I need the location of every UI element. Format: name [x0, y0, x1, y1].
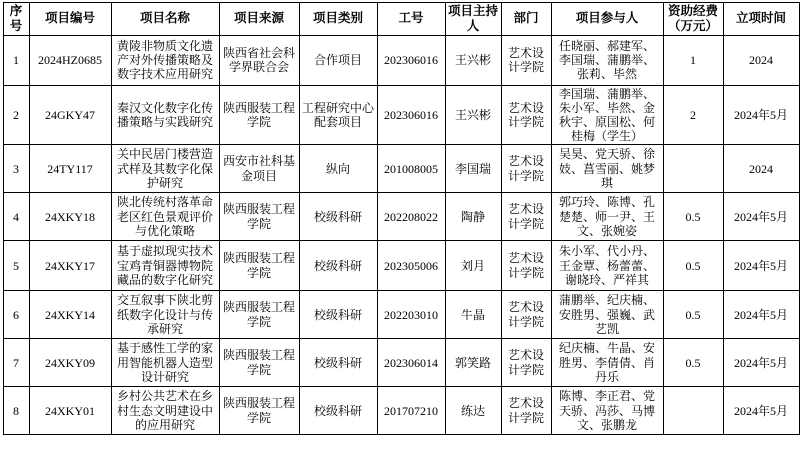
cell-leader: 李国瑞	[445, 145, 501, 193]
cell-funding: 0.5	[663, 339, 723, 387]
cell-date: 2024年5月	[723, 339, 799, 387]
cell-work-no: 202306016	[377, 85, 445, 145]
cell-source: 陕西服装工程学院	[219, 193, 299, 241]
cell-name: 关中民居门楼营造式样及其数字化保护研究	[111, 145, 219, 193]
cell-leader: 陶静	[445, 193, 501, 241]
cell-leader: 郭笑路	[445, 339, 501, 387]
cell-participants: 纪庆楠、牛晶、安胜男、李倩倩、肖丹乐	[551, 339, 663, 387]
column-header-seq: 序号	[3, 3, 29, 36]
cell-funding: 0.5	[663, 241, 723, 291]
cell-participants: 郭巧玲、陈博、孔楚楚、师一尹、王文、张婉姿	[551, 193, 663, 241]
cell-code: 24XKY18	[29, 193, 111, 241]
cell-source: 陕西服装工程学院	[219, 85, 299, 145]
cell-department: 艺术设计学院	[501, 35, 551, 85]
cell-work-no: 201008005	[377, 145, 445, 193]
cell-code: 24TY117	[29, 145, 111, 193]
cell-category: 校级科研	[299, 193, 377, 241]
cell-participants: 李国瑞、蒲鹏举、朱小军、毕然、金秋宇、原国松、何桂梅（学生）	[551, 85, 663, 145]
table-row	[3, 145, 799, 193]
cell-participants: 吴昊、党天骄、徐妓、菖雪丽、姚梦琪	[551, 145, 663, 193]
cell-seq: 3	[3, 145, 29, 193]
cell-work-no: 202306016	[377, 35, 445, 85]
cell-category: 校级科研	[299, 241, 377, 291]
cell-work-no: 202305006	[377, 241, 445, 291]
cell-date: 2024年5月	[723, 241, 799, 291]
cell-seq: 7	[3, 339, 29, 387]
cell-leader: 王兴彬	[445, 85, 501, 145]
table-row	[3, 85, 799, 145]
cell-category: 工程研究中心配套项目	[299, 85, 377, 145]
column-header-funding: 资助经费（万元）	[663, 3, 723, 36]
cell-seq: 4	[3, 193, 29, 241]
cell-category: 合作项目	[299, 35, 377, 85]
cell-leader: 牛晶	[445, 291, 501, 339]
cell-category: 校级科研	[299, 339, 377, 387]
cell-seq: 6	[3, 291, 29, 339]
column-header-leader: 项目主持人	[445, 3, 501, 36]
cell-category: 纵向	[299, 145, 377, 193]
column-header-code: 项目编号	[29, 3, 111, 36]
cell-seq: 8	[3, 387, 29, 435]
cell-work-no: 201707210	[377, 387, 445, 435]
cell-participants: 朱小军、代小丹、王金覃、杨蕾蕾、谢晓玲、严祥其	[551, 241, 663, 291]
table-row	[3, 291, 799, 339]
cell-name: 基于虚拟现实技术宝鸡青铜器博物院藏品的数字化研究	[111, 241, 219, 291]
cell-source: 陕西服装工程学院	[219, 387, 299, 435]
cell-department: 艺术设计学院	[501, 85, 551, 145]
cell-department: 艺术设计学院	[501, 145, 551, 193]
cell-funding	[663, 145, 723, 193]
cell-seq: 1	[3, 35, 29, 85]
column-header-participants: 项目参与人	[551, 3, 663, 36]
cell-code: 24XKY01	[29, 387, 111, 435]
cell-leader: 练达	[445, 387, 501, 435]
cell-name: 乡村公共艺术在乡村生态文明建设中的应用研究	[111, 387, 219, 435]
column-header-category: 项目类别	[299, 3, 377, 36]
cell-source: 陕西服装工程学院	[219, 241, 299, 291]
cell-category: 校级科研	[299, 387, 377, 435]
column-header-work-no: 工号	[377, 3, 445, 36]
column-header-name: 项目名称	[111, 3, 219, 36]
cell-date: 2024年5月	[723, 85, 799, 145]
cell-date: 2024年5月	[723, 387, 799, 435]
cell-date: 2024年5月	[723, 291, 799, 339]
cell-funding	[663, 387, 723, 435]
cell-source: 陕西省社会科学界联合会	[219, 35, 299, 85]
column-header-date: 立项时间	[723, 3, 799, 36]
cell-code: 24GKY47	[29, 85, 111, 145]
cell-category: 校级科研	[299, 291, 377, 339]
cell-source: 西安市社科基金项目	[219, 145, 299, 193]
cell-work-no: 202306014	[377, 339, 445, 387]
cell-source: 陕西服装工程学院	[219, 291, 299, 339]
cell-leader: 王兴彬	[445, 35, 501, 85]
project-table	[3, 2, 800, 435]
cell-code: 2024HZ0685	[29, 35, 111, 85]
cell-funding: 2	[663, 85, 723, 145]
cell-source: 陕西服装工程学院	[219, 339, 299, 387]
cell-department: 艺术设计学院	[501, 241, 551, 291]
table-row	[3, 193, 799, 241]
cell-date: 2024	[723, 35, 799, 85]
cell-date: 2024年5月	[723, 193, 799, 241]
table-row	[3, 35, 799, 85]
cell-participants: 任晓丽、郝建军、李国瑞、蒲鹏举、张莉、毕然	[551, 35, 663, 85]
cell-code: 24XKY14	[29, 291, 111, 339]
column-header-source: 项目来源	[219, 3, 299, 36]
cell-funding: 1	[663, 35, 723, 85]
cell-work-no: 202208022	[377, 193, 445, 241]
cell-name: 交互叙事下陕北剪纸数字化设计与传承研究	[111, 291, 219, 339]
table-row	[3, 387, 799, 435]
cell-name: 秦汉文化数字化传播策略与实践研究	[111, 85, 219, 145]
cell-code: 24XKY09	[29, 339, 111, 387]
cell-name: 陕北传统村落革命老区红色景观评价与优化策略	[111, 193, 219, 241]
cell-department: 艺术设计学院	[501, 387, 551, 435]
cell-seq: 5	[3, 241, 29, 291]
cell-name: 基于感性工学的家用智能机器人造型设计研究	[111, 339, 219, 387]
table-row	[3, 241, 799, 291]
cell-code: 24XKY17	[29, 241, 111, 291]
cell-department: 艺术设计学院	[501, 193, 551, 241]
table-row	[3, 339, 799, 387]
cell-department: 艺术设计学院	[501, 291, 551, 339]
cell-participants: 陈博、李正君、党天骄、冯莎、马博文、张鹏龙	[551, 387, 663, 435]
cell-work-no: 202203010	[377, 291, 445, 339]
column-header-department: 部门	[501, 3, 551, 36]
cell-funding: 0.5	[663, 291, 723, 339]
cell-date: 2024	[723, 145, 799, 193]
table-header-row	[3, 3, 799, 36]
cell-seq: 2	[3, 85, 29, 145]
cell-name: 黄陵非物质文化遗产对外传播策略及数字技术应用研究	[111, 35, 219, 85]
cell-funding: 0.5	[663, 193, 723, 241]
cell-leader: 刘月	[445, 241, 501, 291]
cell-participants: 蒲鹏举、纪庆楠、安胜男、强巍、武艺凯	[551, 291, 663, 339]
cell-department: 艺术设计学院	[501, 339, 551, 387]
